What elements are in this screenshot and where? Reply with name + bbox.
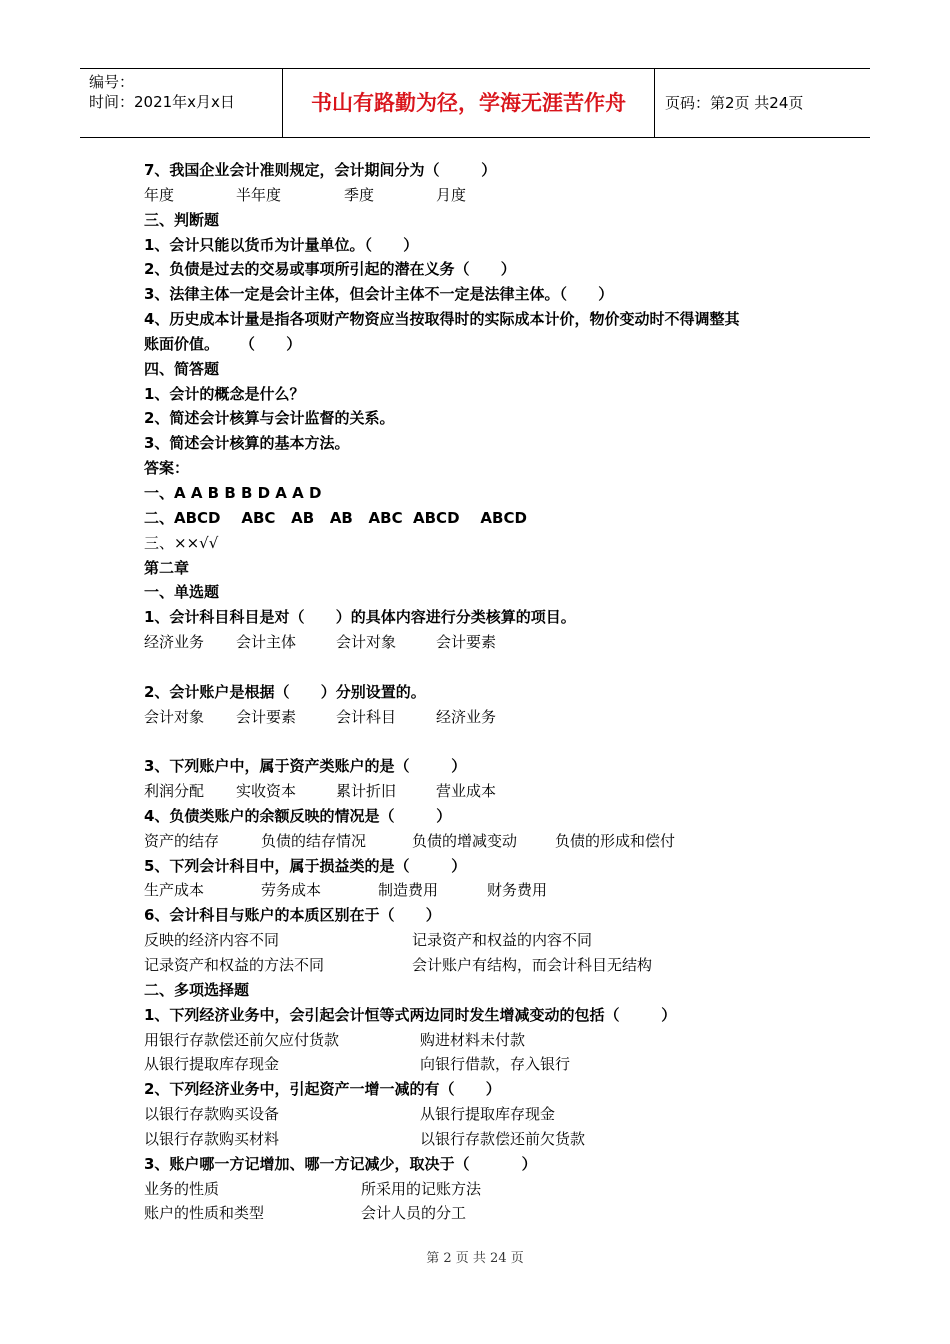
text-line: 答案： xyxy=(144,459,190,478)
text-line: 四、简答题 xyxy=(144,359,220,378)
option-row xyxy=(144,953,844,978)
text-line: 一、单选题 xyxy=(144,583,220,602)
option-text: 负债的增减变动 xyxy=(412,831,518,850)
option-text: 会计对象 xyxy=(336,633,397,652)
blank-line xyxy=(144,729,844,754)
text-line: 3、账户哪一方记增加、哪一方记减少，取决于（ ） xyxy=(144,1154,537,1173)
text-line: 3、简述会计核算的基本方法。 xyxy=(144,434,350,453)
option-row xyxy=(144,1201,844,1226)
option-row xyxy=(144,878,844,903)
option-text: 财务费用 xyxy=(487,881,548,900)
option-row xyxy=(144,1028,844,1053)
text-line: 1、会计只能以货币为计量单位。（ ） xyxy=(144,235,419,254)
text-line: 二、ABCD ABC AB AB ABC ABCD ABCD xyxy=(144,508,527,527)
text-line: 2、简述会计核算与会计监督的关系。 xyxy=(144,409,395,428)
text-line: 2、负债是过去的交易或事项所引起的潜在义务（ ） xyxy=(144,260,516,279)
option-row xyxy=(144,1052,844,1077)
text-line: 三、××√√ xyxy=(144,533,219,552)
text-line: 3、下列账户中，属于资产类账户的是（ ） xyxy=(144,757,467,776)
option-row xyxy=(144,779,844,804)
text-line: 1、下列经济业务中，会引起会计恒等式两边同时发生增减变动的包括（ ） xyxy=(144,1005,677,1024)
option-text: 向银行借款，存入银行 xyxy=(420,1055,571,1074)
text-line: 第二章 xyxy=(144,558,190,577)
time-label: 时间：2021年x月x日 xyxy=(89,93,235,111)
option-text: 月度 xyxy=(436,185,467,204)
option-text: 生产成本 xyxy=(144,881,205,900)
option-text: 负债的结存情况 xyxy=(261,831,367,850)
option-text: 年度 xyxy=(144,185,175,204)
text-line: 2、下列经济业务中，引起资产一增一减的有（ ） xyxy=(144,1080,501,1099)
text-line: 二、多项选择题 xyxy=(144,980,250,999)
option-row xyxy=(144,829,844,854)
header-motto: 书山有路勤为径，学海无涯苦作舟 xyxy=(283,69,655,137)
text-line: 1、会计科目科目是对（ ）的具体内容进行分类核算的项目。 xyxy=(144,608,576,627)
option-text: 会计账户有结构，而会计科目无结构 xyxy=(412,956,653,974)
option-text: 营业成本 xyxy=(436,782,497,801)
option-text: 会计要素 xyxy=(236,707,297,726)
text-line: 5、下列会计科目中，属于损益类的是（ ） xyxy=(144,856,467,875)
page-header xyxy=(80,68,870,138)
option-text: 会计科目 xyxy=(336,707,397,726)
option-text: 从银行提取库存现金 xyxy=(420,1105,556,1124)
option-text: 账户的性质和类型 xyxy=(144,1204,265,1223)
option-text: 半年度 xyxy=(236,185,282,204)
text-line: 2、会计账户是根据（ ）分别设置的。 xyxy=(144,682,426,701)
text-line: 4、负债类账户的余额反映的情况是（ ） xyxy=(144,806,452,825)
option-text: 购进材料未付款 xyxy=(420,1030,526,1049)
option-text: 季度 xyxy=(344,185,375,204)
option-row xyxy=(144,183,844,208)
header-meta-cell xyxy=(80,69,283,137)
option-text: 以银行存款购买材料 xyxy=(144,1129,280,1148)
option-text: 业务的性质 xyxy=(144,1179,220,1198)
option-text: 制造费用 xyxy=(378,881,439,900)
option-text: 会计人员的分工 xyxy=(361,1204,467,1223)
option-text: 劳务成本 xyxy=(261,881,322,900)
text-line: 三、判断题 xyxy=(144,210,220,229)
text-line: 3、法律主体一定是会计主体，但会计主体不一定是法律主体。（ ） xyxy=(144,285,614,304)
page-footer: 第 2 页 共 24 页 xyxy=(426,1251,524,1266)
document-body xyxy=(144,158,844,1226)
option-text: 以银行存款偿还前欠货款 xyxy=(420,1129,586,1148)
text-line: 账面价值。 （ ） xyxy=(144,334,302,353)
number-label: 编号： xyxy=(89,73,135,91)
option-text: 累计折旧 xyxy=(336,782,397,801)
option-row xyxy=(144,630,844,655)
option-row xyxy=(144,1127,844,1152)
option-text: 所采用的记账方法 xyxy=(361,1179,482,1198)
option-text: 实收资本 xyxy=(236,782,297,801)
option-text: 会计要素 xyxy=(436,633,497,652)
option-row xyxy=(144,1102,844,1127)
option-text: 资产的结存 xyxy=(144,831,220,850)
option-row xyxy=(144,1177,844,1202)
text-line: 6、会计科目与账户的本质区别在于（ ） xyxy=(144,906,441,925)
option-text: 以银行存款购买设备 xyxy=(144,1105,280,1124)
option-text: 会计对象 xyxy=(144,707,205,726)
text-line: 7、我国企业会计准则规定，会计期间分为（ ） xyxy=(144,161,497,179)
option-text: 从银行提取库存现金 xyxy=(144,1055,280,1074)
option-row xyxy=(144,705,844,730)
option-text: 会计主体 xyxy=(236,633,297,652)
header-page-label: 页码：第2页 共24页 xyxy=(665,94,804,112)
option-row xyxy=(144,928,844,953)
option-text: 利润分配 xyxy=(144,782,205,801)
option-text: 反映的经济内容不同 xyxy=(144,931,280,950)
option-text: 记录资产和权益的内容不同 xyxy=(412,931,593,950)
option-text: 记录资产和权益的方法不同 xyxy=(144,956,325,974)
text-line: 4、历史成本计量是指各项财产物资应当按取得时的实际成本计价，物价变动时不得调整其 xyxy=(144,310,740,329)
option-text: 负债的形成和偿付 xyxy=(555,831,676,850)
blank-line xyxy=(144,655,844,680)
text-line: 1、会计的概念是什么？ xyxy=(144,384,305,403)
option-text: 经济业务 xyxy=(436,707,497,726)
option-text: 经济业务 xyxy=(144,633,205,652)
text-line: 一、A A B B B D A A D xyxy=(144,483,322,502)
option-text: 用银行存款偿还前欠应付货款 xyxy=(144,1030,340,1049)
